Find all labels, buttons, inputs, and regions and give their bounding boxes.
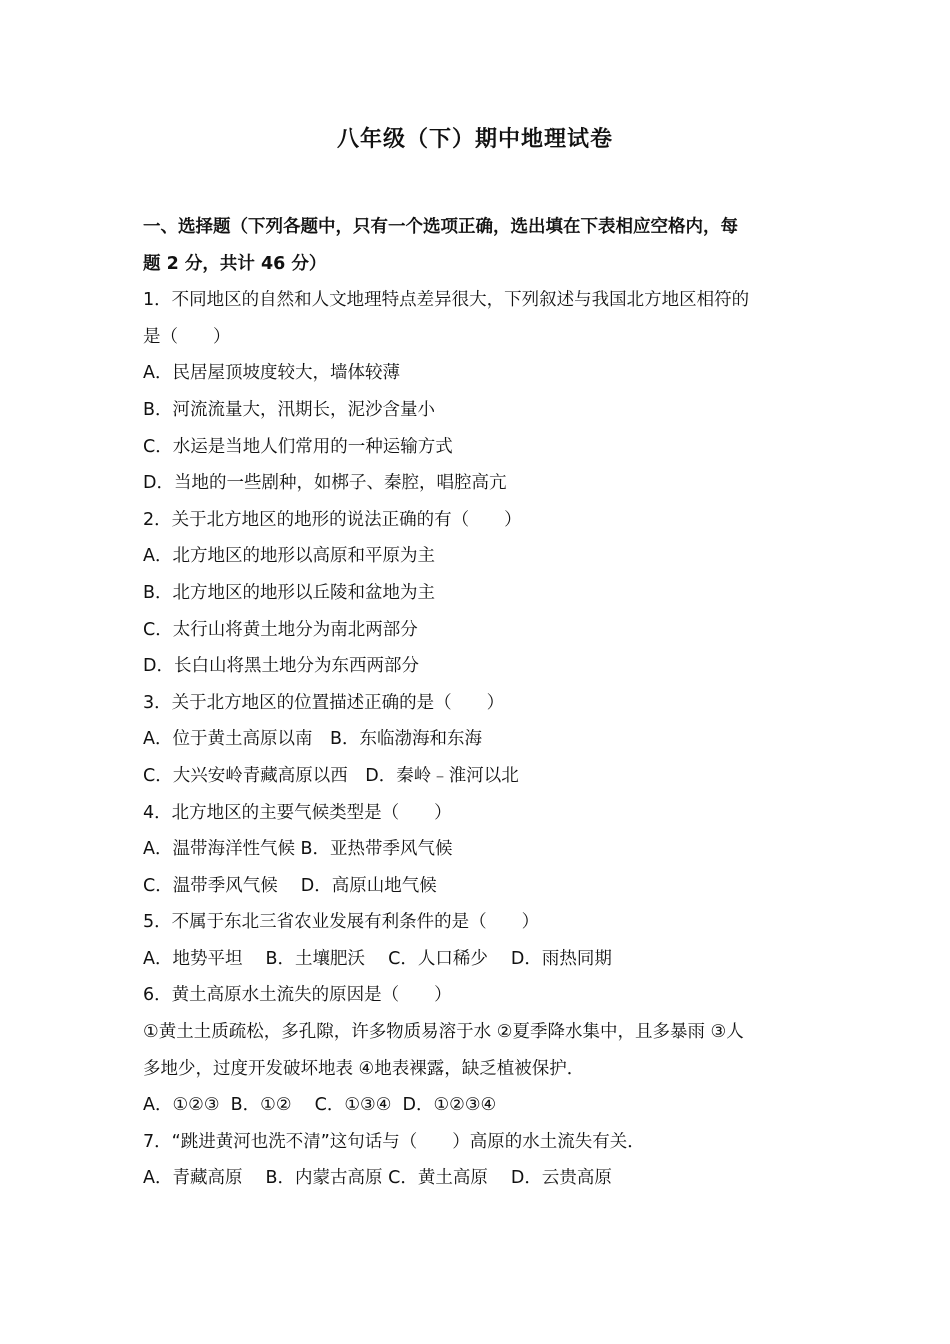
question-1-option-c: C．水运是当地人们常用的一种运输方式 xyxy=(143,436,453,457)
question-6-options: A．①②③ B．①② C．①③④ D．①②③④ xyxy=(143,1095,497,1116)
question-1-stem-continued: 是（ ） xyxy=(143,326,231,347)
question-3-options-ab: A．位于黄土高原以南 B．东临渤海和东海 xyxy=(143,729,482,750)
question-4-stem: 4．北方地区的主要气候类型是（ ） xyxy=(143,802,452,823)
question-1-stem: 1．不同地区的自然和人文地理特点差异很大，下列叙述与我国北方地区相符的 xyxy=(143,290,750,311)
question-2-option-c: C．太行山将黄土地分为南北两部分 xyxy=(143,619,418,640)
question-2-option-b: B．北方地区的地形以丘陵和盆地为主 xyxy=(143,582,436,603)
question-5-options: A．地势平坦 B．土壤肥沃 C．人口稀少 D．雨热同期 xyxy=(143,948,612,969)
question-5-stem: 5．不属于东北三省农业发展有利条件的是（ ） xyxy=(143,912,540,933)
section-heading-line-1: 一、选择题（下列各题中，只有一个选项正确，选出填在下表相应空格内，每 xyxy=(143,217,738,237)
question-6-statements: ①黄土土质疏松，多孔隙，许多物质易溶于水 ②夏季降水集中，且多暴雨 ③人 xyxy=(143,1022,744,1043)
question-1-option-d: D．当地的一些剧种，如梆子、秦腔，唱腔高亢 xyxy=(143,473,507,494)
exam-content xyxy=(143,209,815,1197)
question-2-option-a: A．北方地区的地形以高原和平原为主 xyxy=(143,546,435,567)
question-3-options-cd: C．大兴安岭青藏高原以西 D．秦岭﹣淮河以北 xyxy=(143,765,519,786)
question-2-stem: 2．关于北方地区的地形的说法正确的有（ ） xyxy=(143,509,522,530)
question-7-options: A．青藏高原 B．内蒙古高原 C．黄土高原 D．云贵高原 xyxy=(143,1168,612,1189)
question-4-options-cd: C．温带季风气候 D．高原山地气候 xyxy=(143,875,437,896)
question-3-stem: 3．关于北方地区的位置描述正确的是（ ） xyxy=(143,692,505,713)
question-6-statements-continued: 多地少，过度开发破坏地表 ④地表裸露，缺乏植被保护． xyxy=(143,1058,585,1079)
question-1-option-b: B．河流流量大，汛期长，泥沙含量小 xyxy=(143,399,436,420)
question-6-stem: 6．黄土高原水土流失的原因是（ ） xyxy=(143,985,452,1006)
page-title: 八年级（下）期中地理试卷 xyxy=(336,127,613,152)
question-1-option-a: A．民居屋顶坡度较大，墙体较薄 xyxy=(143,363,400,384)
section-heading-line-2: 题 2 分，共计 46 分） xyxy=(143,253,327,274)
question-4-options-ab: A．温带海洋性气候 B．亚热带季风气候 xyxy=(143,839,453,860)
question-7-stem: 7．“跳进黄河也洗不清”这句话与（ ）高原的水土流失有关． xyxy=(143,1131,645,1152)
question-2-option-d: D．长白山将黑土地分为东西两部分 xyxy=(143,656,419,677)
